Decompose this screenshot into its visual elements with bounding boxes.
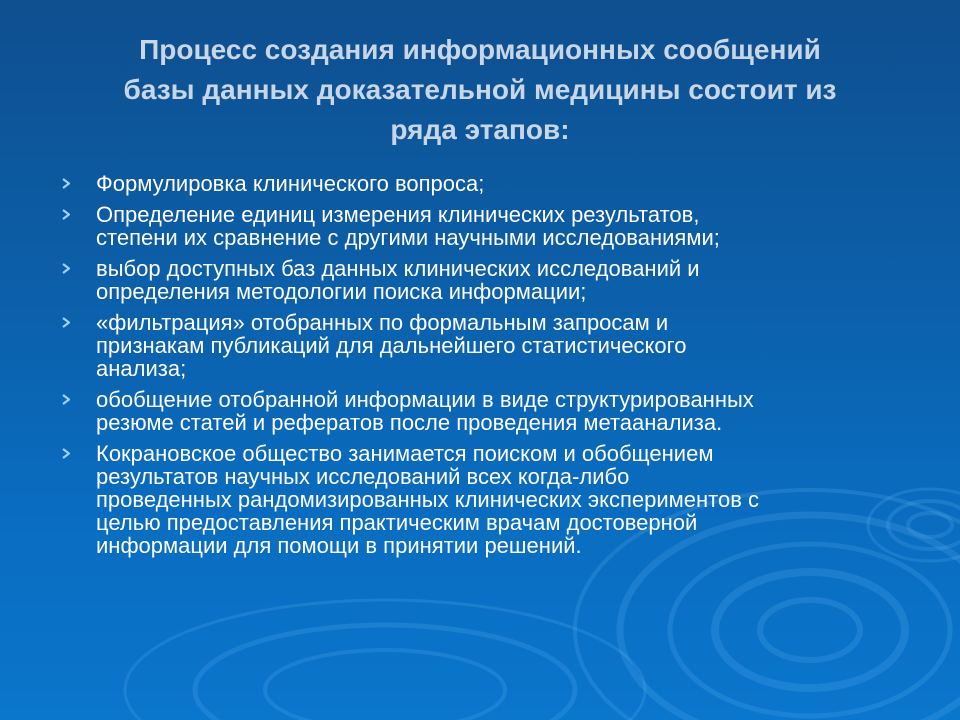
list-item	[58, 311, 918, 380]
list-item	[58, 388, 918, 434]
chevron-right-icon	[58, 388, 76, 411]
list-item-text: Формулировка клинического вопроса;	[96, 171, 485, 196]
chevron-right-icon	[58, 442, 76, 465]
list-item	[58, 257, 918, 303]
list-item	[58, 172, 918, 195]
list-item-text: обобщение отобранной информации в виде структурированных резюме статей и рефератов после проведения метаанализа.	[96, 387, 754, 435]
list-item-text: Кокрановское общество занимается поиском и обобщением результатов научных исследований всех когда-либо проведенных рандомизированных клинических экспериментов с целью предоставления практическим врачам достоверной информации для помощи в принятии решений.	[96, 441, 760, 558]
list-item	[58, 203, 918, 249]
list-item-text: Определение единиц измерения клинических результатов, степени их сравнение с другими научными исследованиями;	[96, 202, 720, 250]
list-item-text: «фильтрация» отобранных по формальным запросам и признакам публикаций для дальнейшего статистического анализа;	[96, 310, 687, 381]
list-item-text: выбор доступных баз данных клинических исследований и определения методологии поиска информации;	[96, 256, 700, 304]
chevron-right-icon	[58, 311, 76, 334]
chevron-right-icon	[58, 257, 76, 280]
bullet-list	[58, 172, 918, 565]
slide-title: Процесс создания информационных сообщений базы данных доказательной медицины состоит из ряда этапов:	[123, 34, 837, 145]
list-item	[58, 442, 918, 557]
chevron-right-icon	[58, 203, 76, 226]
chevron-right-icon	[58, 172, 76, 195]
